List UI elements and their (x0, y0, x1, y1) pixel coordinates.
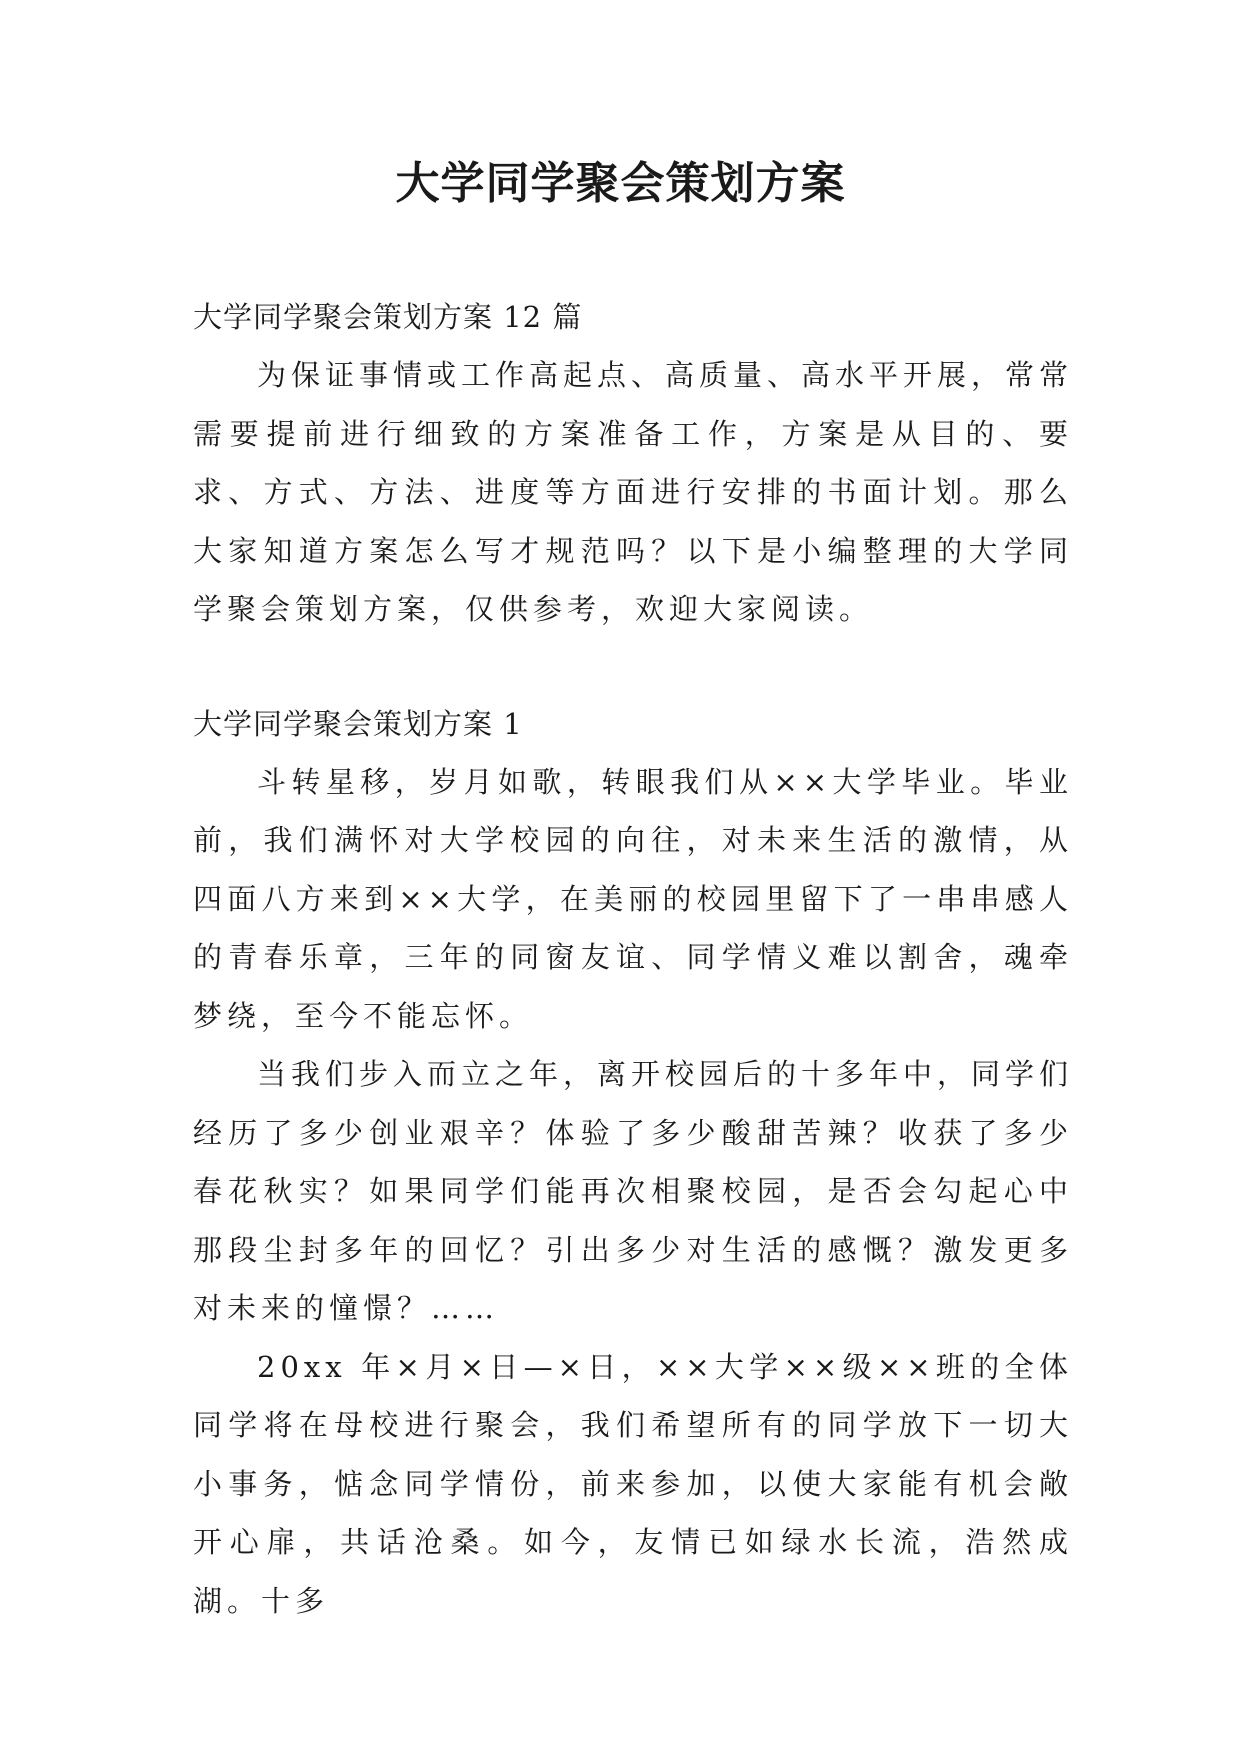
document-title: 大学同学聚会策划方案 (395, 158, 846, 209)
section-spacer (193, 639, 1073, 695)
section-heading: 大学同学聚会策划方案 1 (193, 706, 523, 741)
section-paragraph-2: 当我们步入而立之年，离开校园后的十多年中，同学们经历了多少创业艰辛？体验了多少酸甜苦辣？收获了多少春花秋实？如果同学们能再次相聚校园，是否会勾起心中那段尘封多年的回忆？引出多少对生活的感慨？激发更多对未来的憧憬？…… (193, 1057, 1074, 1325)
section-paragraph-3: 20xx 年×月×日—×日，××大学××级××班的全体同学将在母校进行聚会，我们希望所有的同学放下一切大小事务，惦念同学情份，前来参加，以使大家能有机会敞开心扉，共话沧桑。如今，友情已如绿水长流，浩然成湖。十多 (193, 1349, 1073, 1618)
intro-heading: 大学同学聚会策划方案 12 篇 (193, 300, 583, 334)
section-paragraph-1: 斗转星移，岁月如歌，转眼我们从××大学毕业。毕业前，我们满怀对大学校园的向往，对未来生活的激情，从四面八方来到××大学，在美丽的校园里留下了一串串感人的青春乐章，三年的同窗友谊、同学情义难以割舍，魂牵梦绕，至今不能忘怀。 (193, 764, 1073, 1033)
intro-paragraph: 为保证事情或工作高起点、高质量、高水平开展，常常需要提前进行细致的方案准备工作，方案是从目的、要求、方式、方法、进度等方面进行安排的书面计划。那么大家知道方案怎么写才规范吗？以下是小编整理的大学同学聚会策划方案，仅供参考，欢迎大家阅读。 (193, 358, 1074, 626)
document-body (193, 288, 1073, 1630)
